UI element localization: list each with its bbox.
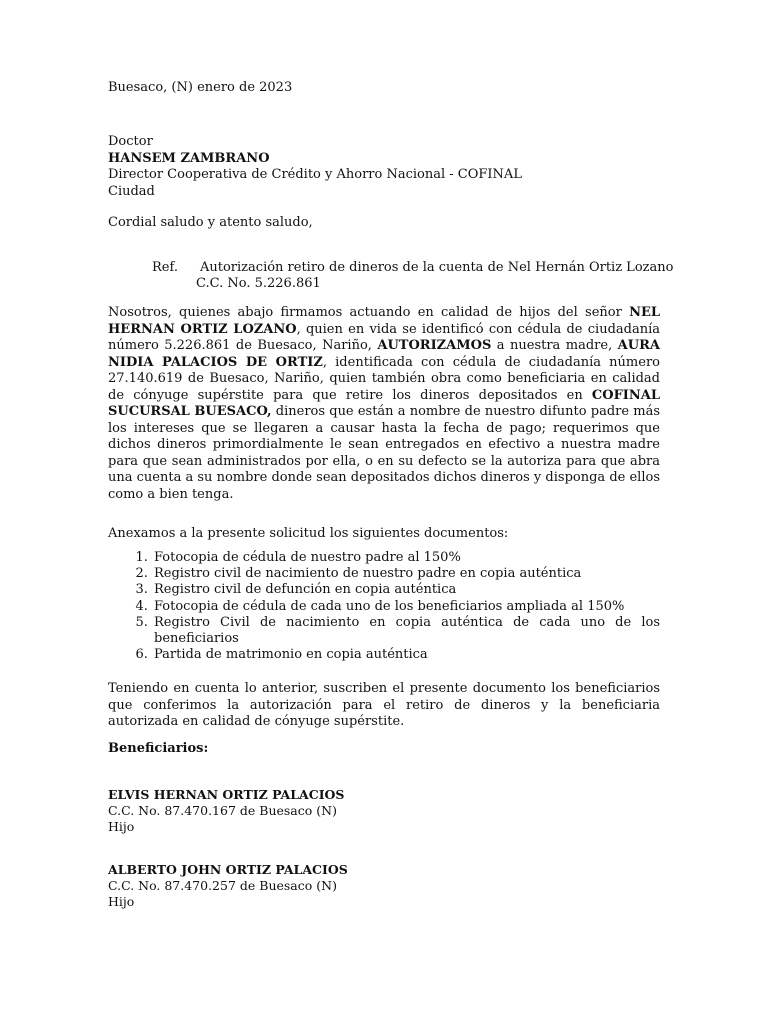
deceased-name: NEL HERNAN ORTIZ LOZANO [108,305,660,337]
list-item: 4. Fotocopia de cédula de cada uno de los beneficiarios ampliada al 150% [152,599,660,615]
body-paragraph-3: Teniendo en cuenta lo anterior, suscriben el presente documento los beneficiarios que conferimos la autorización para el retiro de dineros y la beneficiaria autorizada en calidad de cónyuge supérstite. [108,681,660,729]
reference-cc: C.C. No. 5.226.861 [196,276,321,291]
list-item: 1. Fotocopia de cédula de nuestro padre al 150% [152,550,660,566]
reference-block [152,260,673,292]
recipient-position: Director Cooperativa de Crédito y Ahorro Nacional - COFINAL [108,167,522,182]
list-item: 5. Registro Civil de nacimiento en copia auténtica de cada uno de los beneficiarios [152,615,660,647]
reference-label: Ref. [152,260,178,275]
p1-text-a: Nosotros, quienes abajo firmamos actuando en calidad de hijos del señor [108,305,630,320]
recipient-title: Doctor [108,134,153,149]
signer-name: ELVIS HERNAN ORTIZ PALACIOS [108,787,345,802]
signer-relation: Hijo [108,894,135,909]
body-paragraph-2: Anexamos a la presente solicitud los siguientes documentos: [108,526,509,541]
signature-block [108,862,348,910]
place-date: Buesaco, (N) enero de 2023 [108,80,293,95]
p1-text-e: a nuestra madre, [491,338,618,353]
p1-text-g: , identificada con cédula de ciudadanía número 27.140.619 de Buesaco, Nariño, quien también obra como beneficiaria en calidad de cónyuge supérstite para que retire los dineros depositados en [108,354,660,403]
beneficiaries-heading: Beneficiarios: [108,741,209,756]
authorize-word: AUTORIZAMOS [377,338,492,353]
recipient-name: HANSEM ZAMBRANO [108,150,270,166]
signature-block [108,787,344,835]
signer-name: ALBERTO JOHN ORTIZ PALACIOS [108,862,348,877]
branch-name: COFINAL SUCURSAL BUESACO, [108,387,660,419]
signer-relation: Hijo [108,819,135,834]
mother-name: AURA NIDIA PALACIOS DE ORTIZ [108,338,660,370]
signer-cc: C.C. No. 87.470.167 de Buesaco (N) [108,803,337,818]
recipient-city: Ciudad [108,183,155,199]
list-item: 2. Registro civil de nacimiento de nuestro padre en copia auténtica [152,566,660,582]
signer-cc: C.C. No. 87.470.257 de Buesaco (N) [108,878,337,893]
list-item: 3. Registro civil de defunción en copia auténtica [152,582,660,598]
recipient-block [108,134,660,200]
list-item: 6. Partida de matrimonio en copia auténtica [152,647,660,663]
p1-text-c: , quien en vida se identificó con cédula de ciudadanía número 5.226.861 de Buesaco, Nariño, [108,321,660,353]
documents-list [108,550,660,663]
reference-text: Autorización retiro de dineros de la cuenta de Nel Hernán Ortiz Lozano [200,260,674,275]
p1-text-i: dineros que están a nombre de nuestro difunto padre más los intereses que se llegaren a causar hasta la fecha de pago; requerimos que dichos dineros primordialmente le sean entregados en efectivo a nuestra madre para que sean administrados por ella, o en su defecto se la autoriza para que abra una cuenta a su nombre donde sean depositados dichos dineros y disponga de ellos como a bien tenga. [108,404,661,502]
body-paragraph-1 [108,305,660,503]
greeting: Cordial saludo y atento saludo, [108,215,313,230]
